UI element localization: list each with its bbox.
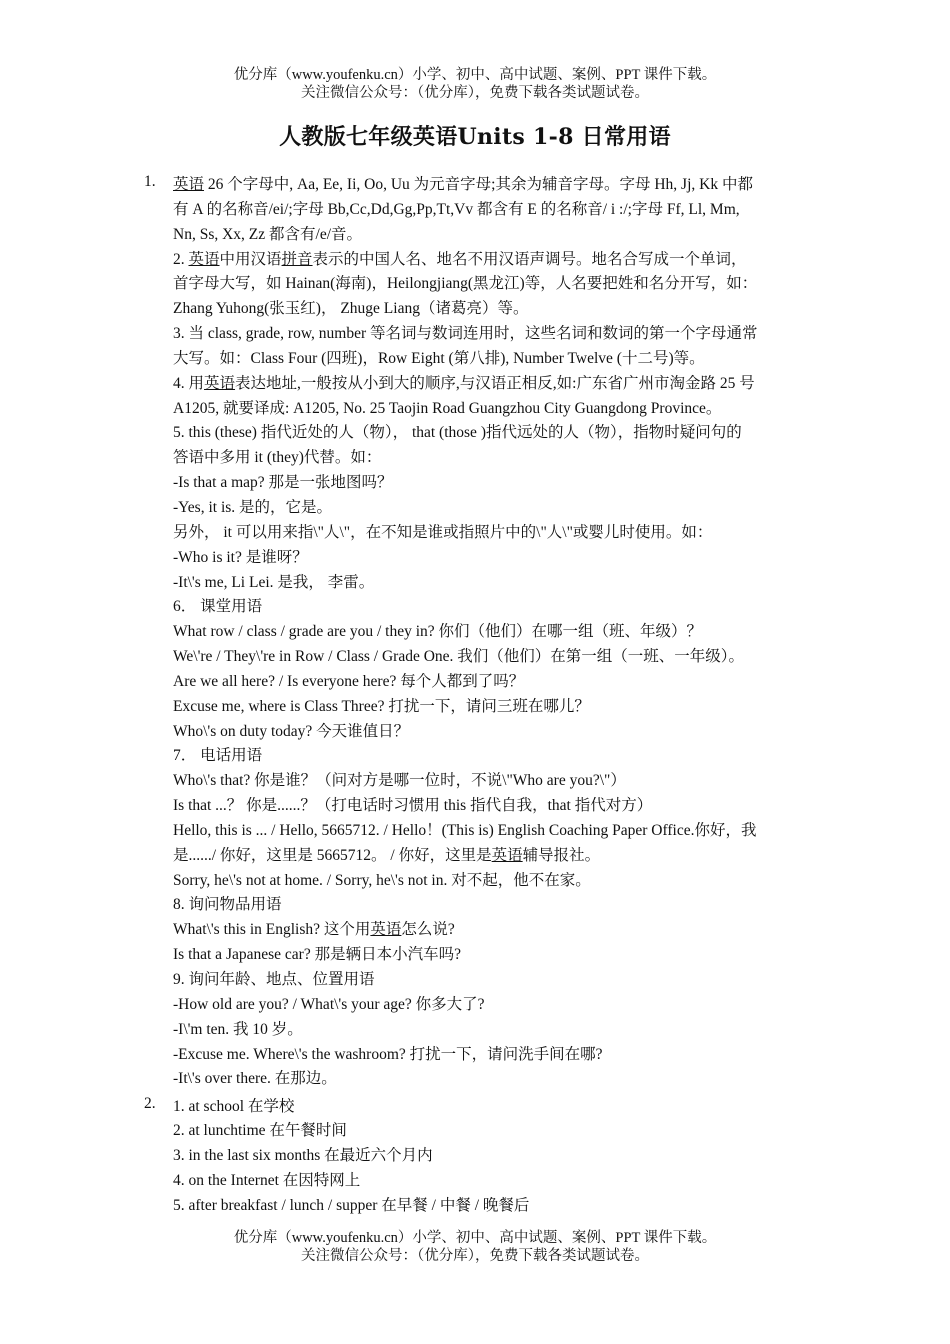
text-span: 3. 当 class, grade, row, number 等名词与数词连用时，这些名词和数词的第一个字母通常: [173, 325, 758, 343]
underlined-term: 英语: [188, 250, 220, 268]
document-title: 人教版七年级英语Units 1-8 日常用语: [279, 124, 671, 150]
text-span: -It\'s me, Li Lei. 是我， 李雷。: [173, 573, 375, 591]
text-span: 8. 询问物品用语: [173, 896, 282, 914]
text-span: 2. at lunchtime 在午餐时间: [173, 1122, 347, 1140]
text-line: [173, 1095, 813, 1120]
text-line: [173, 223, 813, 248]
text-line: [173, 421, 813, 446]
text-line: [173, 1144, 813, 1169]
text-line: [173, 893, 813, 918]
text-span: 5. this (these) 指代近处的人（物）， that (those )指代远处的人（物），指物时疑问句的: [173, 424, 742, 442]
text-line: [173, 819, 813, 844]
text-line: [173, 620, 813, 645]
text-line: [173, 695, 813, 720]
text-line: [173, 198, 813, 223]
text-line: [173, 1067, 813, 1092]
text-line: [173, 322, 813, 347]
text-span: We\'re / They\'re in Row / Class / Grade One. 我们（他们）在第一组（一班、一年级）。: [173, 648, 745, 666]
text-line: [173, 571, 813, 596]
text-span: Zhang Yuhong(张玉红)， Zhuge Liang（诸葛亮）等。: [173, 300, 529, 318]
text-line: [173, 1194, 813, 1219]
text-line: [173, 943, 813, 968]
text-span: 中用汉语: [219, 250, 282, 268]
list-number: 1.: [144, 173, 156, 190]
text-line: [173, 446, 813, 471]
text-line: [173, 968, 813, 993]
list-item-body: [173, 173, 813, 1092]
text-span: A1205, 就要译成: A1205, No. 25 Taojin Road Guangzhou City Guangdong Province。: [173, 399, 722, 417]
text-line: [173, 397, 813, 422]
text-line: [173, 769, 813, 794]
text-span: -Is that a map? 那是一张地图吗？: [173, 474, 393, 492]
text-span: -Who is it? 是谁呀？: [173, 548, 308, 566]
page-footer: [0, 1229, 950, 1265]
text-span: 26 个字母中, Aa, Ee, Ii, Oo, Uu 为元音字母;其余为辅音字母。字母 Hh, Jj, Kk 中都: [204, 176, 753, 193]
text-line: [173, 496, 813, 521]
text-span: Nn, Ss, Xx, Zz 都含有/e/音。: [173, 225, 363, 243]
text-span: 表达地址,一般按从小到大的顺序,与汉语正相反,如:广东省广州市淘金路 25 号: [235, 374, 755, 392]
underlined-term: 英语: [370, 921, 402, 939]
text-line: [173, 1169, 813, 1194]
text-line: [173, 1119, 813, 1144]
text-line: [173, 297, 813, 322]
text-span: Are we all here? / Is everyone here? 每个人都到了吗？: [173, 672, 525, 690]
footer-line-2: 关注微信公众号：（优分库），免费下载各类试题试卷。: [301, 1248, 649, 1264]
text-line: [173, 546, 813, 571]
text-line: [173, 173, 813, 198]
text-span: 另外， it 可以用来指\"人\"，在不知是谁或指照片中的\"人\"或婴儿时使用。如：: [173, 523, 713, 541]
underlined-term: 英语: [491, 846, 523, 864]
text-span: 5. after breakfast / lunch / supper 在早餐 / 中餐 / 晚餐后: [173, 1196, 530, 1214]
text-span: Excuse me, where is Class Three? 打扰一下，请问三班在哪儿？: [173, 697, 590, 715]
text-span: 3. in the last six months 在最近六个月内: [173, 1147, 433, 1165]
text-line: [173, 272, 813, 297]
text-span: 1. at school 在学校: [173, 1097, 295, 1115]
underlined-term: 英语: [173, 176, 205, 193]
text-line: [173, 521, 813, 546]
text-span: What\'s this in English? 这个用: [173, 921, 371, 939]
text-line: [173, 720, 813, 745]
text-line: [173, 670, 813, 695]
underlined-term: 英语: [204, 374, 236, 392]
header-line-1: 优分库（www.youfenku.cn）小学、初中、高中试题、案例、PPT 课件下载。: [233, 67, 717, 83]
text-span: -It\'s over there. 在那边。: [173, 1070, 337, 1088]
text-span: 首字母大写，如 Hainan(海南)，Heilongjiang(黑龙江)等，人名要把姓和名分开写，如：: [173, 275, 758, 293]
text-span: 6． 课堂用语: [173, 598, 263, 616]
text-span: -Excuse me. Where\'s the washroom? 打扰一下，请问洗手间在哪?: [173, 1045, 603, 1063]
list-number: 2.: [144, 1094, 156, 1112]
header-line-2: 关注微信公众号：（优分库），免费下载各类试题试卷。: [301, 85, 649, 101]
text-span: Is that ...？ 你是......？（打电话时习惯用 this 指代自我，that 指代对方）: [173, 797, 653, 815]
text-span: 4. 用: [173, 374, 205, 392]
list-item-body: [173, 1095, 813, 1219]
text-span: 有 A 的名称音/ei/;字母 Bb,Cc,Dd,Gg,Pp,Tt,Vv 都含有 E 的名称音/ i :/;字母 Ff, Ll, Mm,: [173, 200, 740, 218]
text-span: Sorry, he\'s not at home. / Sorry, he\'s not in. 对不起，他不在家。: [173, 871, 591, 889]
text-span: 4. on the Internet 在因特网上: [173, 1172, 361, 1190]
text-span: 大写。如：Class Four (四班)，Row Eight (第八排), Number Twelve (十二号)等。: [173, 349, 705, 367]
text-span: 怎么说?: [401, 921, 455, 939]
text-line: [173, 471, 813, 496]
text-line: [173, 347, 813, 372]
text-line: [173, 993, 813, 1018]
text-span: -I\'m ten. 我 10 岁。: [173, 1020, 303, 1038]
text-span: Who\'s that? 你是谁？（问对方是哪一位时，不说\"Who are you?\"）: [173, 772, 626, 790]
text-line: [173, 1043, 813, 1068]
text-span: -Yes, it is. 是的，它是。: [173, 498, 333, 516]
text-line: [173, 248, 813, 273]
text-span: 2.: [173, 250, 189, 268]
text-line: [173, 794, 813, 819]
text-span: 答语中多用 it (they)代替。如：: [173, 449, 382, 467]
text-span: What row / class / grade are you / they in? 你们（他们）在哪一组（班、年级）？: [173, 623, 703, 641]
text-span: Is that a Japanese car? 那是辆日本小汽车吗?: [173, 946, 461, 964]
text-line: [173, 1018, 813, 1043]
text-span: 是....../ 你好，这里是 5665712。 / 你好，这里是: [173, 846, 492, 864]
text-span: 7． 电话用语: [173, 747, 263, 765]
text-line: [173, 645, 813, 670]
text-span: -How old are you? / What\'s your age? 你多大了?: [173, 995, 485, 1013]
underlined-term: 拼音: [281, 250, 313, 268]
text-line: [173, 844, 813, 869]
footer-line-1: 优分库（www.youfenku.cn）小学、初中、高中试题、案例、PPT 课件下载。: [233, 1230, 717, 1246]
text-line: [173, 918, 813, 943]
text-span: 9. 询问年龄、地点、位置用语: [173, 971, 375, 988]
text-span: 表示的中国人名、地名不用汉语声调号。地名合写成一个单词，: [312, 250, 747, 268]
page-header: [0, 66, 950, 102]
text-line: [173, 595, 813, 620]
text-line: [173, 744, 813, 769]
text-span: 辅导报社。: [522, 846, 601, 864]
text-line: [173, 869, 813, 894]
text-span: Who\'s on duty today? 今天谁值日？: [173, 722, 410, 740]
text-span: Hello, this is ... / Hello, 5665712. / Hello！(This is) English Coaching Paper Office.你好，我: [173, 821, 757, 839]
text-line: [173, 372, 813, 397]
